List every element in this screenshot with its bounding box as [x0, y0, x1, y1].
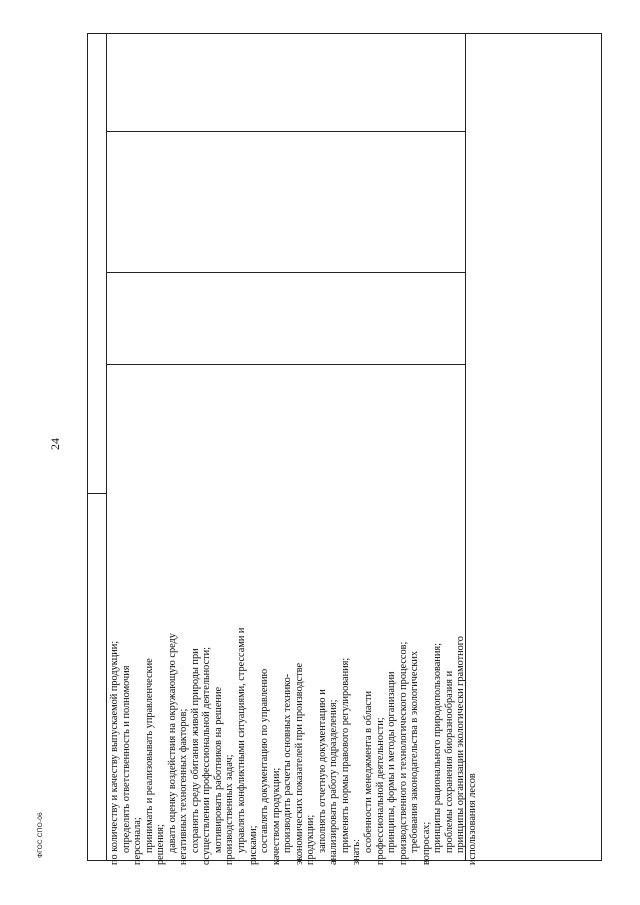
text-line: принципы, формы и методы организации [386, 671, 398, 853]
text-line: давать оценку воздействия на окружающую среду [166, 632, 178, 853]
footer-code: ФГОС СПО-06 [37, 812, 44, 858]
text-line: принципы организации экологически грамотного [455, 635, 467, 853]
text-line: управлять конфликтными ситуациями, стрессами и [236, 627, 248, 853]
table-row-divider [106, 131, 465, 132]
text-line: производственных задач; [224, 754, 236, 865]
table-row-divider [106, 364, 465, 365]
text-line: производить расчеты основных технико- [282, 673, 294, 853]
text-line: производственного и технологического процессов; [397, 641, 409, 865]
text-line: заполнять отчетную документацию и [316, 688, 328, 853]
text-line: по количеству и качеству выпускаемой продукции; [109, 640, 120, 865]
text-line: использования лесов [466, 772, 478, 865]
text-line: мотивировать работников на решение [212, 686, 224, 853]
text-line: продукции; [305, 814, 317, 865]
text-line: вопросах; [420, 821, 432, 865]
text-line: сохранять среду обитания живой природы при [189, 647, 201, 853]
text-line: осуществлении профессиональной деятельности; [201, 646, 213, 865]
text-line: решения; [155, 823, 167, 865]
text-line: принципы рационального природопользования; [432, 642, 444, 853]
text-line: составлять документацию по управлению [259, 668, 271, 853]
text-line: особенности менеджмента в области [363, 690, 375, 853]
text-line: применять нормы правового регулирования; [339, 657, 351, 853]
text-line: проблемы сохранения биоразнообразия и [443, 670, 455, 853]
text-line: принимать и реализовывать управленческие [143, 657, 155, 853]
text-line: экономических показателей при производстве [293, 662, 305, 865]
text-line: негативных техногенных факторов; [178, 708, 190, 865]
text-line: определять ответственность и полномочия [120, 665, 132, 853]
table-row-divider [88, 493, 106, 494]
text-line: рисками; [247, 824, 259, 865]
table-column-divider [106, 34, 107, 860]
text-line: знать: [351, 838, 363, 865]
text-line: персонала; [132, 816, 144, 865]
text-line: требования законодательства в экологических [409, 650, 421, 853]
table-cell-competencies [109, 480, 564, 865]
text-line: качеством продукции; [270, 767, 282, 865]
text-line: анализировать работу подразделения; [328, 699, 340, 865]
table-row-divider [106, 272, 465, 273]
page-number: 24 [48, 438, 62, 450]
text-line: профессиональной деятельности; [374, 716, 386, 865]
